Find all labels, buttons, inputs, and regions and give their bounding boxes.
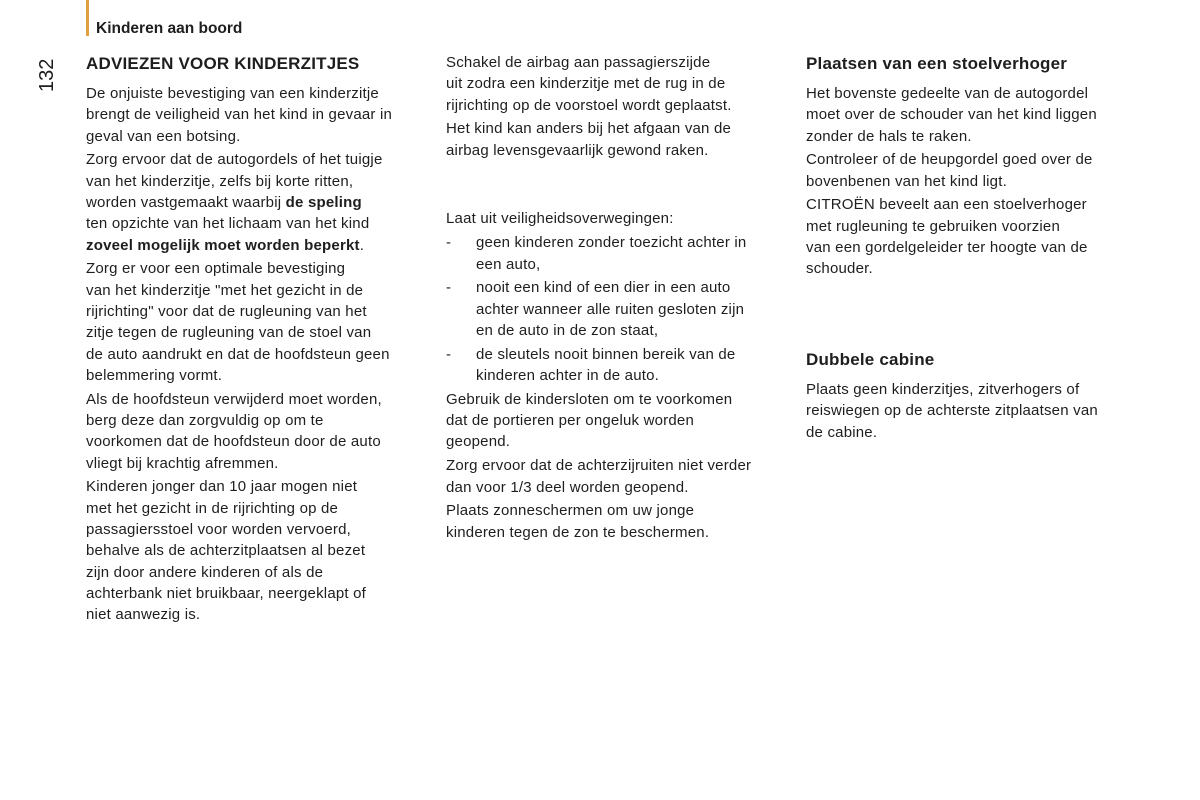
paragraph: [86, 83, 431, 147]
paragraph-gordels: [86, 149, 431, 255]
paragraph: [806, 83, 1136, 147]
text-line: geen kinderen zonder toezicht achter in: [476, 234, 747, 252]
text-line: schouder.: [806, 260, 873, 278]
text-line: kinderen tegen de zon te beschermen.: [446, 523, 710, 541]
paragraph: [446, 52, 791, 116]
heading-dubbele-cabine: Dubbele cabine: [806, 350, 935, 370]
text-line: van het kinderzitje, zelfs bij korte ritten,: [86, 172, 354, 190]
text-line: nooit een kind of een dier in een auto: [476, 279, 731, 297]
text-line: kinderen achter in de auto.: [476, 367, 660, 385]
text-line: moet over de schouder van het kind liggen: [806, 106, 1097, 124]
list-item: [446, 344, 791, 387]
text-line: zijn door andere kinderen of als de: [86, 563, 324, 581]
text-line: Laat uit veiligheidsoverwegingen:: [446, 210, 674, 228]
text-line: passagiersstoel voor worden vervoerd,: [86, 520, 352, 538]
dash-bullet: -: [446, 279, 452, 297]
paragraph: [446, 455, 791, 498]
text-line: geval van een botsing.: [86, 127, 241, 145]
spacer: [446, 163, 791, 208]
text-line: Gebruik de kindersloten om te voorkomen: [446, 390, 733, 408]
text-line: Plaats geen kinderzitjes, zitverhogers of: [806, 381, 1080, 399]
text-line: rijrichting op de voorstoel wordt geplaatst.: [446, 96, 732, 114]
text-line: Controleer of de heupgordel goed over de: [806, 151, 1093, 169]
text-line: Zorg ervoor dat de achterzijruiten niet verder: [446, 457, 752, 475]
section-title: Kinderen aan boord: [96, 20, 243, 37]
safety-list: [446, 232, 791, 386]
column-middle: [446, 52, 791, 545]
text-line: een auto,: [476, 255, 541, 273]
text-line: CITROËN beveelt aan een stoelverhoger: [806, 196, 1087, 214]
text-run: worden vastgemaakt waarbij: [86, 193, 286, 211]
text-line: Plaats zonneschermen om uw jonge: [446, 502, 695, 520]
text-line: de auto aandrukt en dat de hoofdsteun geen: [86, 345, 390, 363]
dash-bullet: -: [446, 345, 452, 363]
text-line: van het kinderzitje "met het gezicht in de: [86, 281, 364, 299]
dash-bullet: -: [446, 234, 452, 252]
text-line: Het kind kan anders bij het afgaan van de: [446, 120, 732, 138]
text-line: de sleutels nooit binnen bereik van de: [476, 345, 736, 363]
text-line: [86, 192, 431, 213]
text-line: de cabine.: [806, 423, 878, 441]
heading-stoelverhoger: Plaatsen van een stoelverhoger: [806, 54, 1068, 73]
paragraph: [86, 258, 431, 386]
text-line: Kinderen jonger dan 10 jaar mogen niet: [86, 478, 358, 496]
text-run: .: [359, 236, 365, 254]
text-line: Zorg ervoor dat de autogordels of het tuigje: [86, 151, 383, 169]
text-line: Schakel de airbag aan passagierszijde: [446, 54, 711, 71]
text-line: berg deze dan zorgvuldig op om te: [86, 411, 324, 429]
bold-text: zoveel mogelijk moet worden beperkt: [86, 236, 360, 254]
list-item-text: [476, 277, 791, 341]
text-line: behalve als de achterzitplaatsen al bezet: [86, 542, 366, 560]
paragraph: [446, 118, 791, 161]
bold-text: de speling: [285, 193, 362, 211]
text-line: rijrichting" voor dat de rugleuning van het: [86, 302, 367, 320]
spacer: [806, 282, 1136, 348]
text-line: reiswiegen op de achterste zitplaatsen van: [806, 402, 1098, 420]
text-line: De onjuiste bevestiging van een kinderzitje: [86, 85, 379, 102]
paragraph: [446, 500, 791, 543]
paragraph: [446, 389, 791, 453]
text-line: Zorg er voor een optimale bevestiging: [86, 260, 346, 278]
text-line: bovenbenen van het kind ligt.: [806, 172, 1007, 190]
text-line: achterbank niet bruikbaar, neergeklapt of: [86, 584, 367, 602]
text-line: zonder de hals te raken.: [806, 127, 972, 145]
text-line: Als de hoofdsteun verwijderd moet worden,: [86, 390, 382, 408]
text-line: Het bovenste gedeelte van de autogordel: [806, 85, 1089, 102]
text-line: achter wanneer alle ruiten gesloten zijn: [476, 300, 745, 318]
text-line: en de auto in de zon staat,: [476, 321, 659, 339]
header-accent-bar: [86, 0, 89, 36]
text-line: dan voor 1/3 deel worden geopend.: [446, 478, 689, 496]
paragraph: [86, 389, 431, 474]
text-line: belemmering vormt.: [86, 366, 223, 384]
page-number: 132: [36, 58, 58, 92]
text-line: vliegt bij krachtig afremmen.: [86, 454, 279, 472]
heading-adviezen: ADVIEZEN VOOR KINDERZITJES: [86, 54, 360, 73]
text-line: niet aanwezig is.: [86, 606, 201, 624]
text-line: uit zodra een kinderzitje met de rug in de: [446, 75, 726, 93]
text-line: met het gezicht in de rijrichting op de: [86, 499, 339, 517]
list-item-text: [476, 232, 791, 275]
list-item: [446, 277, 791, 341]
list-item-text: [476, 344, 791, 387]
column-right: [806, 52, 1136, 446]
text-line: geopend.: [446, 433, 511, 451]
text-line: airbag levensgevaarlijk gewond raken.: [446, 141, 709, 159]
paragraph: [86, 476, 431, 625]
paragraph: [806, 379, 1136, 443]
text-line: met rugleuning te gebruiken voorzien: [806, 217, 1061, 235]
paragraph: [806, 194, 1136, 279]
text-line: ten opzichte van het lichaam van het kind: [86, 215, 370, 233]
text-line: [86, 235, 431, 256]
paragraph: [446, 208, 791, 229]
text-line: brengt de veiligheid van het kind in gevaar in: [86, 106, 393, 124]
paragraph: [806, 149, 1136, 192]
list-item: [446, 232, 791, 275]
text-line: van een gordelgeleider ter hoogte van de: [806, 239, 1088, 257]
text-line: zitje tegen de rugleuning van de stoel van: [86, 324, 372, 342]
text-line: voorkomen dat de hoofdsteun door de auto: [86, 433, 381, 451]
text-line: dat de portieren per ongeluk worden: [446, 412, 694, 430]
column-left: [86, 52, 431, 628]
